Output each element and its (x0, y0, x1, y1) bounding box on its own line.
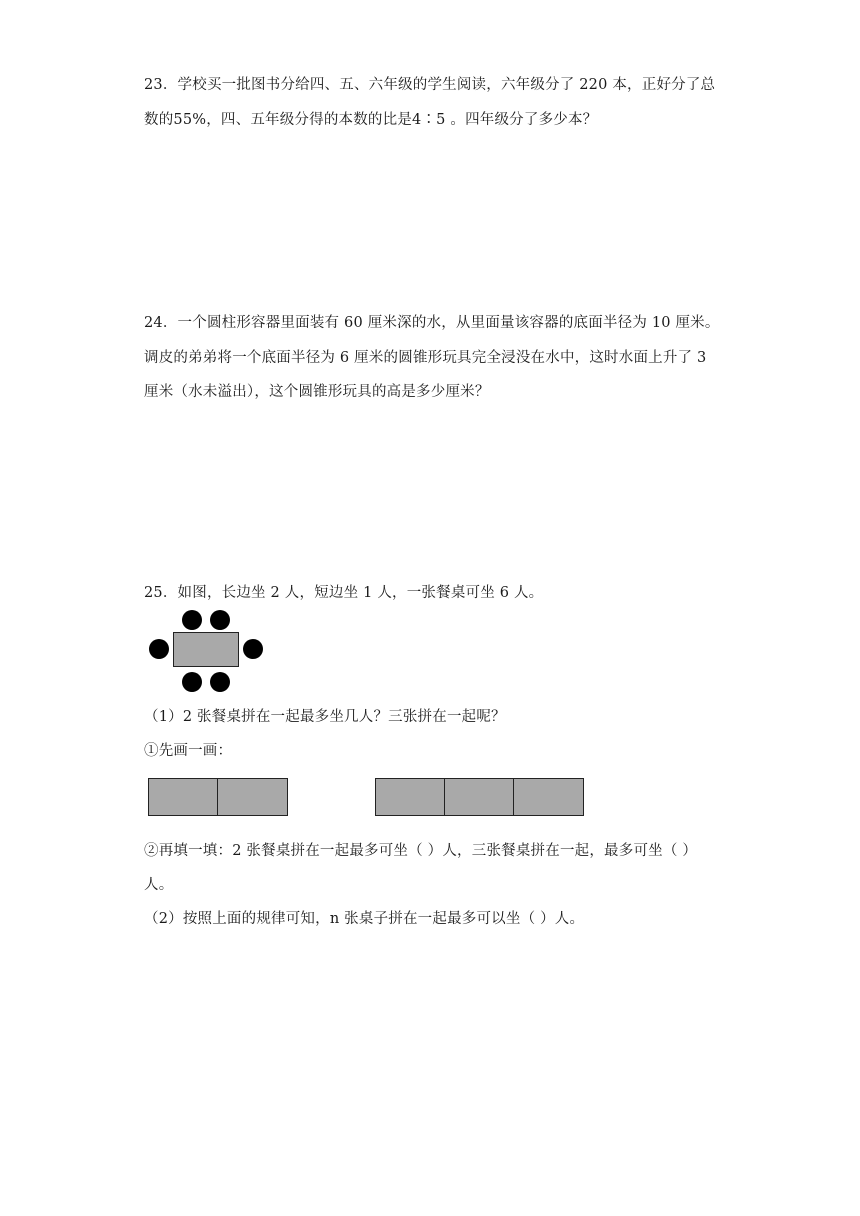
q25-step-2-line-2: 人。 (144, 877, 174, 893)
table-cell (444, 778, 515, 816)
seat-left (149, 639, 169, 659)
q25-intro: 25．如图，长边坐 2 人，短边坐 1 人，一张餐桌可坐 6 人。 (144, 585, 544, 601)
seat-top-left (182, 610, 202, 630)
q25-part-2: （2）按照上面的规律可知，n 张桌子拼在一起最多可以坐（ ）人。 (144, 911, 585, 927)
q24-line-3: 厘米（水未溢出），这个圆锥形玩具的高是多少厘米？ (144, 384, 490, 400)
table-cell (375, 778, 446, 816)
seat-right (243, 639, 263, 659)
q24-line-2: 调皮的弟弟将一个底面半径为 6 厘米的圆锥形玩具完全浸没在水中，这时水面上升了 3 (144, 350, 707, 366)
table-cell (217, 778, 288, 816)
q24-line-1: 24．一个圆柱形容器里面装有 60 厘米深的水，从里面量该容器的底面半径为 10 厘米。 (144, 315, 720, 331)
seat-top-right (210, 610, 230, 630)
q23-line-1: 23．学校买一批图书分给四、五、六年级的学生阅读，六年级分了 220 本，正好分了总 (144, 77, 716, 93)
seat-bottom-right (210, 672, 230, 692)
table-cell (513, 778, 584, 816)
q25-step-1: ①先画一画： (144, 743, 233, 759)
q25-step-2-line-1: ②再填一填：2 张餐桌拼在一起最多可坐（ ）人，三张餐桌拼在一起，最多可坐（ ） (144, 843, 698, 859)
table-cell (148, 778, 219, 816)
seat-bottom-left (182, 672, 202, 692)
q25-part-1: （1）2 张餐桌拼在一起最多坐几人？三张拼在一起呢？ (144, 709, 506, 725)
q23-line-2: 数的55%，四、五年级分得的本数的比是4∶5 。四年级分了多少本？ (144, 112, 598, 128)
single-table (173, 632, 239, 667)
